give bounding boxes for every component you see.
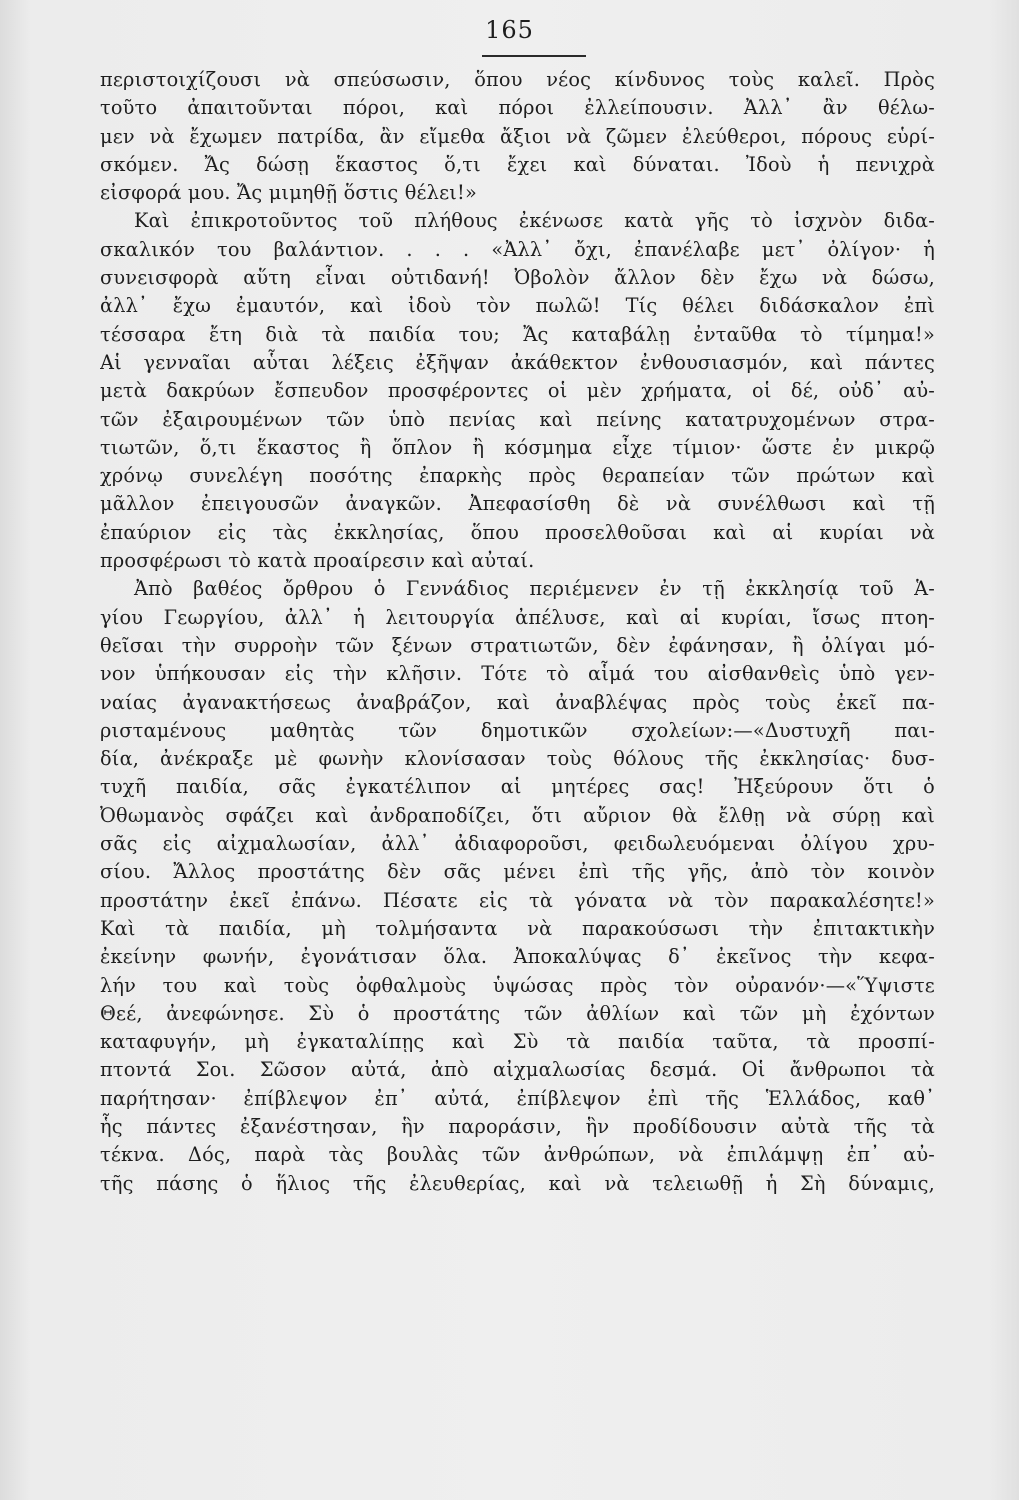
text-line: νον ὑπήκουσαν εἰς τὴν κλῆσιν. Τότε τὸ αἷμά του αἰσθανθεὶς ὑπὸ γεν-: [100, 662, 935, 686]
text-line: παρήτησαν· ἐπίβλεψον ἐπ᾽ αὐτά, ἐπίβλεψον ἐπὶ τῆς Ἑλλάδος, καθ᾽: [100, 1086, 935, 1110]
page-number-rule: [482, 55, 586, 57]
text-line: Αἱ γενναῖαι αὗται λέξεις ἐξῆψαν ἀκάθεκτον ἐνθουσιασμόν, καὶ πάντες: [100, 350, 935, 374]
body-text: [100, 66, 935, 1198]
text-line: θεῖσαι τὴν συρροὴν τῶν ξένων στρατιωτῶν, δὲν ἐφάνησαν, ἢ ὀλίγαι μό-: [100, 633, 935, 657]
text-line: χρόνῳ συνελέγη ποσότης ἐπαρκὴς πρὸς θεραπείαν τῶν πρώτων καὶ: [100, 464, 935, 488]
text-line: τῶν ἐξαιρουμένων τῶν ὑπὸ πενίας καὶ πείνης κατατρυχομένων στρα-: [100, 407, 935, 431]
text-line: Καὶ τὰ παιδία, μὴ τολμήσαντα νὰ παρακούσωσι τὴν ἐπιτακτικὴν: [100, 916, 935, 940]
paragraph-start-line: Καὶ ἐπικροτοῦντος τοῦ πλήθους ἐκένωσε κατὰ γῆς τὸ ἰσχνὸν διδα-: [134, 209, 935, 233]
text-line: προσφέρωσι τὸ κατὰ προαίρεσιν καὶ αὐταί.: [100, 549, 535, 573]
text-line: σᾶς εἰς αἰχμαλωσίαν, ἀλλ᾽ ἀδιαφοροῦσι, φειδωλευόμεναι ὀλίγου χρυ-: [100, 832, 935, 856]
text-line: ναίας ἀγανακτήσεως ἀναβράζον, καὶ ἀναβλέψας πρὸς τοὺς ἐκεῖ πα-: [100, 690, 935, 714]
text-line: ρισταμένους μαθητὰς τῶν δημοτικῶν σχολείων:—«Δυστυχῆ παι-: [100, 718, 935, 742]
text-line: σκαλικόν του βαλάντιον. . . . «Ἀλλ᾽ ὄχι, ἐπανέλαβε μετ᾽ ὀλίγον· ἡ: [100, 237, 935, 261]
text-line: ἀλλ᾽ ἔχω ἐμαυτόν, καὶ ἰδοὺ τὸν πωλῶ! Τίς θέλει διδάσκαλον ἐπὶ: [100, 294, 935, 318]
text-line: μετὰ δακρύων ἔσπευδον προσφέροντες οἱ μὲν χρήματα, οἱ δέ, οὐδ᾽ αὐ-: [100, 379, 935, 403]
page-number: 165: [485, 16, 534, 44]
text-line: τέσσαρα ἔτη διὰ τὰ παιδία του; Ἄς καταβάλῃ ἐνταῦθα τὸ τίμημα!»: [100, 322, 935, 346]
text-line: ἐπαύριον εἰς τὰς ἐκκλησίας, ὅπου προσελθοῦσαι καὶ αἱ κυρίαι νὰ: [100, 520, 935, 544]
text-line: μᾶλλον ἐπειγουσῶν ἀναγκῶν. Ἀπεφασίσθη δὲ νὰ συνέλθωσι καὶ τῇ: [100, 492, 935, 516]
text-line: περιστοιχίζουσι νὰ σπεύσωσιν, ὅπου νέος κίνδυνος τοὺς καλεῖ. Πρὸς: [100, 68, 935, 91]
text-line: ἐκείνην φωνήν, ἐγονάτισαν ὅλα. Ἀποκαλύψας δ᾽ ἐκεῖνος τὴν κεφα-: [100, 945, 935, 969]
text-line: σίου. Ἄλλος προστάτης δὲν σᾶς μένει ἐπὶ τῆς γῆς, ἀπὸ τὸν κοινὸν: [100, 860, 935, 884]
text-line: συνεισφορὰ αὕτη εἶναι οὐτιδανή! Ὀβολὸν ἄλλον δὲν ἔχω νὰ δώσω,: [100, 266, 935, 290]
text-line: Ὀθωμανὸς σφάζει καὶ ἀνδραποδίζει, ὅτι αὔριον θὰ ἔλθῃ νὰ σύρῃ καὶ: [100, 803, 935, 827]
text-line: τοῦτο ἀπαιτοῦνται πόροι, καὶ πόροι ἐλλείπουσιν. Ἀλλ᾽ ἂν θέλω-: [100, 96, 935, 120]
text-line: καταφυγήν, μὴ ἐγκαταλίπῃς καὶ Σὺ τὰ παιδία ταῦτα, τὰ προσπί-: [100, 1030, 935, 1054]
text-line: προστάτην ἐκεῖ ἐπάνω. Πέσατε εἰς τὰ γόνατα νὰ τὸν παρακαλέσητε!»: [100, 888, 935, 912]
text-line: σκόμεν. Ἄς δώσῃ ἕκαστος ὅ,τι ἔχει καὶ δύναται. Ἰδοὺ ἡ πενιχρὰ: [100, 152, 935, 176]
text-line: Θεέ, ἀνεφώνησε. Σὺ ὁ προστάτης τῶν ἀθλίων καὶ τῶν μὴ ἐχόντων: [100, 1001, 935, 1025]
text-line: πτοντά Σοι. Σῶσον αὐτά, ἀπὸ αἰχμαλωσίας δεσμά. Οἱ ἄνθρωποι τὰ: [100, 1058, 935, 1082]
text-line: τιωτῶν, ὅ,τι ἕκαστος ἢ ὅπλον ἢ κόσμημα εἶχε τίμιον· ὥστε ἐν μικρῷ: [100, 435, 935, 459]
text-line: εἰσφορά μου. Ἄς μιμηθῇ ὅστις θέλει!»: [100, 181, 477, 205]
text-line: μεν νὰ ἔχωμεν πατρίδα, ἂν εἴμεθα ἄξιοι νὰ ζῶμεν ἐλεύθεροι, πόρους εὑρί-: [100, 124, 935, 148]
text-line: τυχῆ παιδία, σᾶς ἐγκατέλιπον αἱ μητέρες σας! Ἠξεύρουν ὅτι ὁ: [100, 775, 935, 799]
text-line: τέκνα. Δός, παρὰ τὰς βουλὰς τῶν ἀνθρώπων, νὰ ἐπιλάμψῃ ἐπ᾽ αὐ-: [100, 1143, 935, 1167]
text-line: τῆς πάσης ὁ ἥλιος τῆς ἐλευθερίας, καὶ νὰ τελειωθῇ ἡ Σὴ δύναμις,: [100, 1171, 935, 1195]
text-line: λήν του καὶ τοὺς ὀφθαλμοὺς ὑψώσας πρὸς τὸν οὐρανόν·—«Ὕψιστε: [100, 973, 935, 997]
text-line: ἧς πάντες ἐξανέστησαν, ἣν παροράσιν, ἣν προδίδουσιν αὐτὰ τῆς τὰ: [100, 1114, 935, 1138]
text-line: δία, ἀνέκραξε μὲ φωνὴν κλονίσασαν τοὺς θόλους τῆς ἐκκλησίας· δυσ-: [100, 747, 935, 771]
text-line: γίου Γεωργίου, ἀλλ᾽ ἡ λειτουργία ἀπέλυσε, καὶ αἱ κυρίαι, ἴσως πτοη-: [100, 605, 935, 629]
paragraph-start-line: Ἀπὸ βαθέος ὄρθρου ὁ Γεννάδιος περιέμενεν ἐν τῇ ἐκκλησίᾳ τοῦ Ἁ-: [134, 577, 935, 601]
